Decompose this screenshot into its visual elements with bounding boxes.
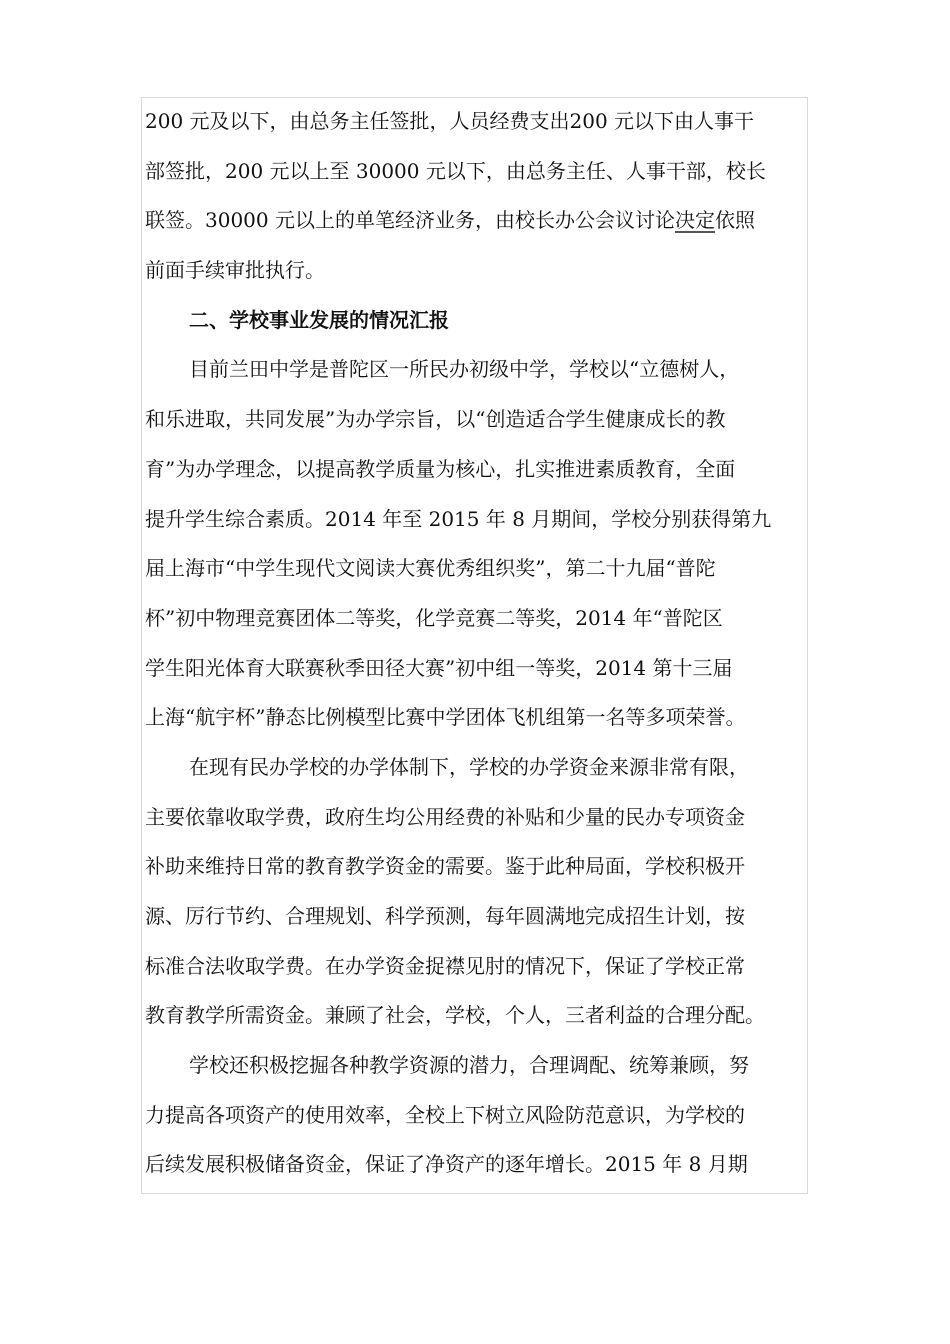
- paragraph-approval: [145, 97, 825, 296]
- text-line: 目前兰田中学是普陀区一所民办初级中学，学校以“立德树人，: [189, 357, 740, 382]
- text-line: 届上海市“中学生现代文阅读大赛优秀组织奖”，第二十九届“普陀: [145, 556, 716, 581]
- text-segment: 依照: [714, 208, 755, 233]
- text-line: 在现有民办学校的办学体制下，学校的办学资金来源非常有限，: [189, 754, 749, 779]
- text-line: 补助来维持日常的教育教学资金的需要。鉴于此种局面，学校积极开: [145, 854, 745, 879]
- text-line: 200 元及以下，由总务主任签批，人员经费支出200 元以下由人事干: [145, 109, 755, 133]
- text-line: 部签批，200 元以上至 30000 元以下，由总务主任、人事干部，校长: [145, 158, 766, 183]
- text-line: 上海“航宇杯”静态比例模型比赛中学团体飞机组第一名等多项荣誉。: [145, 705, 746, 730]
- text-line: 教育教学所需资金。兼顾了社会，学校，个人，三者利益的合理分配。: [145, 1003, 765, 1028]
- text-line: 和乐进取，共同发展”为办学宗旨，以“创造适合学生健康成长的教: [145, 407, 726, 432]
- paragraph-school-overview: [145, 345, 825, 743]
- text-line: 育”为办学理念，以提高教学质量为核心，扎实推进素质教育，全面: [145, 456, 736, 481]
- underlined-term: 决定: [674, 208, 715, 233]
- section-heading: 二、学校事业发展的情况汇报: [189, 307, 449, 332]
- paragraph-resources: [145, 1041, 825, 1190]
- text-line: 学校还积极挖掘各种教学资源的潜力，合理调配、统筹兼顾，努: [189, 1053, 749, 1078]
- text-line: 提升学生综合素质。2014 年至 2015 年 8 月期间，学校分别获得第九: [145, 506, 772, 531]
- text-line: 力提高各项资产的使用效率，全校上下树立风险防范意识，为学校的: [145, 1102, 745, 1127]
- document-body: [145, 97, 825, 1190]
- text-line: [145, 196, 825, 246]
- text-line: 前面手续审批执行。: [145, 258, 325, 283]
- text-line: 主要依靠收取学费，政府生均公用经费的补贴和少量的民办专项资金: [145, 804, 745, 829]
- text-line: 源、厉行节约、合理规划、科学预测，每年圆满地完成招生计划，按: [145, 904, 745, 928]
- text-segment: 联签。30000 元以上的单笔经济业务，由校长办公会议讨论: [145, 208, 675, 233]
- text-line: 后续发展积极储备资金，保证了净资产的逐年增长。2015 年 8 月期: [145, 1152, 748, 1177]
- paragraph-funding: [145, 743, 825, 1041]
- text-line: 学生阳光体育大联赛秋季田径大赛”初中组一等奖，2014 第十三届: [145, 655, 733, 680]
- text-line: 标准合法收取学费。在办学资金捉襟见肘的情况下，保证了学校正常: [145, 953, 745, 978]
- text-line: 杯”初中物理竞赛团体二等奖，化学竞赛二等奖，2014 年“普陀区: [145, 605, 723, 630]
